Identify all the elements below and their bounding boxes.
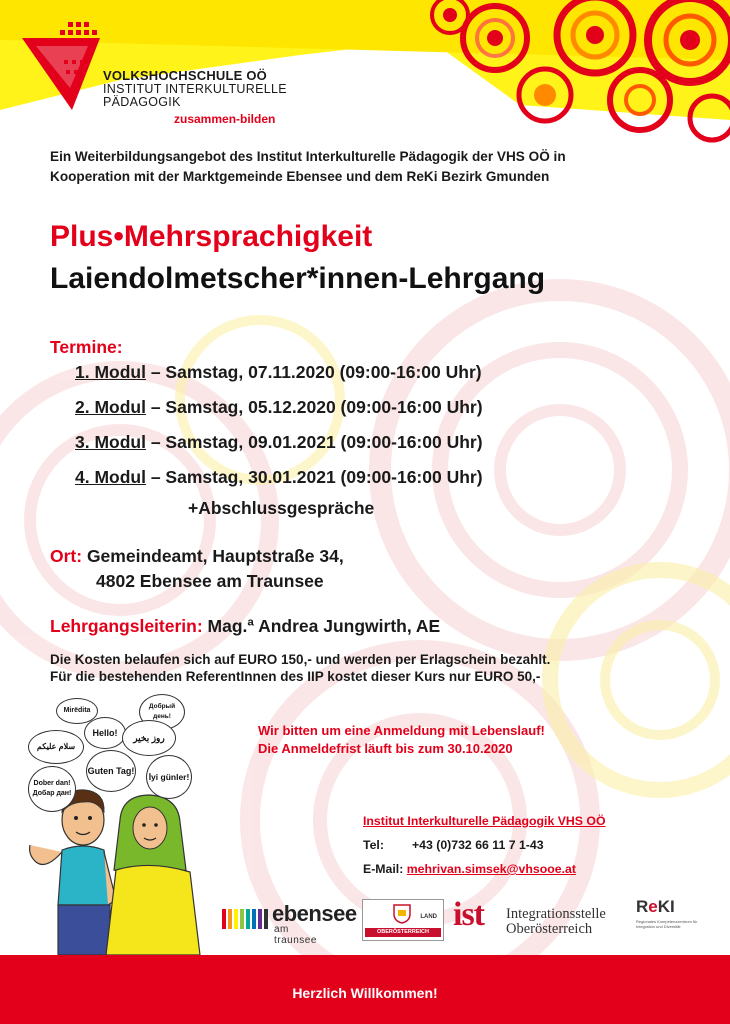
- bubble-german: Guten Tag!: [86, 750, 136, 792]
- module-4-date: – Samstag, 30.01.2021 (09:00-16:00 Uhr): [145, 467, 483, 487]
- footer-welcome: Herzlich Willkommen!: [292, 985, 438, 1001]
- phone-label: Tel:: [363, 838, 384, 852]
- land-word: LAND: [420, 914, 437, 920]
- location-line-1: Gemeindeamt, Hauptstraße 34,: [82, 546, 344, 566]
- org-line-2: INSTITUT INTERKULTURELLE: [103, 82, 287, 96]
- costs-line-1: Die Kosten belaufen sich auf EURO 150,- und werden per Erlagschein bezahlt.: [50, 652, 551, 667]
- bubble-english: Hello!: [84, 717, 126, 749]
- girl-illustration: [106, 795, 200, 955]
- location: [50, 546, 344, 567]
- intro-text: [50, 147, 690, 187]
- ebensee-stripes-icon: [222, 909, 270, 929]
- module-2: [75, 397, 483, 418]
- reki-word: [636, 897, 675, 917]
- phone-number: +43 (0)732 66 11 7 1-43: [411, 838, 544, 852]
- registration-note: [258, 722, 545, 758]
- registration-line-2: Die Anmeldefrist läuft bis zum 30.10.2020: [258, 741, 513, 756]
- course-leader: [50, 616, 440, 637]
- bubble-turkish: İyi günler!: [146, 755, 192, 799]
- termine-label: Termine:: [50, 337, 123, 357]
- ist-word: ist: [453, 896, 484, 933]
- ebensee-sub: am traunsee: [274, 924, 317, 946]
- org-line-3: PÄDAGOGIK: [103, 95, 181, 109]
- module-1: [75, 362, 482, 383]
- org-tagline: zusammen-bilden: [174, 112, 276, 126]
- module-1-date: – Samstag, 07.11.2020 (09:00-16:00 Uhr): [145, 362, 482, 382]
- crest-icon: [391, 902, 413, 924]
- land-ooe-logo: [362, 899, 444, 941]
- intro-line-2: Kooperation mit der Marktgemeinde Ebensee und dem ReKi Bezirk Gmunden: [50, 169, 550, 184]
- reki-sub: Regionales Kompetenzzentrum für Integration und Diversität: [636, 919, 698, 929]
- ist-line-2: Oberösterreich: [506, 921, 593, 937]
- module-4-name: 4. Modul: [75, 467, 146, 487]
- email-link[interactable]: mehrivan.simsek@vhsooe.at: [406, 862, 576, 876]
- module-4: [75, 467, 483, 488]
- phone: [363, 838, 544, 852]
- bubble-arabic: سلام عليكم: [28, 730, 84, 764]
- reki-e: e: [648, 897, 658, 916]
- bubble-slovenian-serbian: Dober dan! Добар дан!: [28, 766, 76, 812]
- location-line-2: 4802 Ebensee am Traunsee: [96, 571, 324, 591]
- bubble-albanian: Mirëdita: [56, 698, 98, 724]
- ist-line-1: Integrationsstelle: [506, 906, 606, 922]
- bubble-persian: روز بخير: [122, 720, 176, 756]
- registration-line-1: Wir bitten um eine Anmeldung mit Lebenslauf!: [258, 723, 545, 738]
- land-bar: OBERÖSTERREICH: [365, 928, 441, 937]
- module-3-name: 3. Modul: [75, 432, 146, 452]
- institute-link[interactable]: Institut Interkulturelle Pädagogik VHS OÖ: [363, 814, 606, 828]
- course-leader-name: Mag.ª Andrea Jungwirth, AE: [202, 616, 441, 636]
- title-main: Plus•Mehrsprachigkeit: [50, 220, 373, 253]
- module-3-date: – Samstag, 09.01.2021 (09:00-16:00 Uhr): [145, 432, 483, 452]
- costs-text: [50, 651, 550, 685]
- bubble-russian: Добрый день!: [139, 694, 185, 730]
- org-name: VOLKSHOCHSCHULE OÖ: [103, 68, 267, 83]
- module-2-name: 2. Modul: [75, 397, 146, 417]
- module-3: [75, 432, 483, 453]
- intro-line-1: Ein Weiterbildungsangebot des Institut Interkulturelle Pädagogik der VHS OÖ in: [50, 149, 566, 164]
- location-label: Ort:: [50, 546, 83, 566]
- email: [363, 862, 576, 876]
- email-label: E-Mail:: [363, 862, 404, 876]
- boy-illustration: [30, 790, 116, 955]
- reki-ki: KI: [657, 897, 675, 916]
- module-2-date: – Samstag, 05.12.2020 (09:00-16:00 Uhr): [145, 397, 483, 417]
- ebensee-word: ebensee: [272, 901, 357, 926]
- costs-line-2: Für die bestehenden ReferentInnen des IIP kostet dieser Kurs nur EURO 50,-: [50, 669, 541, 684]
- title-sub: Laiendolmetscher*innen-Lehrgang: [50, 262, 546, 295]
- module-extra: +Abschlussgespräche: [188, 498, 375, 518]
- reki-r: R: [636, 897, 649, 916]
- course-leader-label: Lehrgangsleiterin:: [50, 616, 203, 636]
- module-1-name: 1. Modul: [75, 362, 146, 382]
